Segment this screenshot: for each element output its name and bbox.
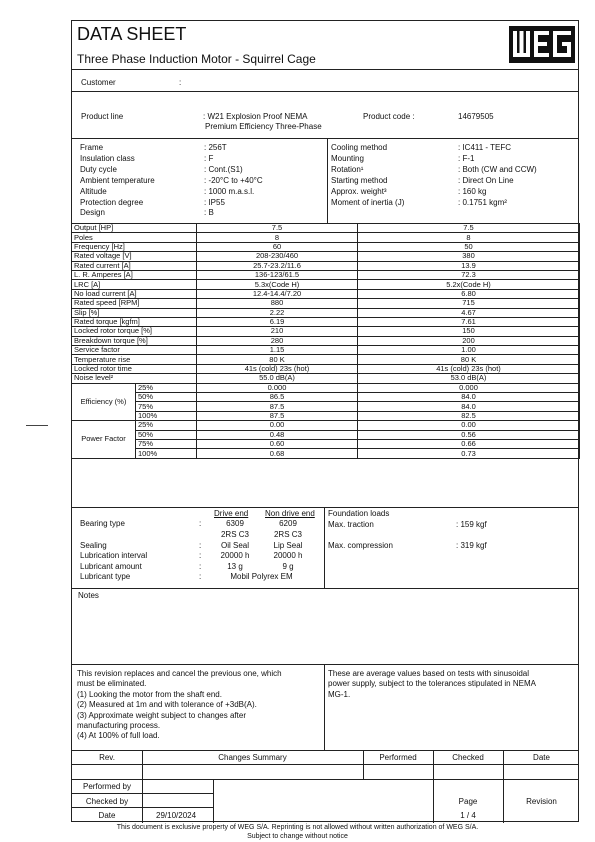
value-50hz: 1.00 bbox=[358, 346, 580, 355]
value-50hz: 80 K bbox=[358, 355, 580, 364]
max-traction-label: Max. traction bbox=[328, 520, 374, 529]
note-line: manufacturing process. bbox=[77, 721, 161, 731]
row-label: Output [HP] bbox=[72, 224, 197, 233]
table-row bbox=[72, 233, 580, 242]
footer-line-1: This document is exclusive property of WEG S/A. Reprinting is not allowed without written authorization of WEG S/A. bbox=[116, 824, 479, 831]
table-row bbox=[72, 364, 580, 373]
row-label: Noise level² bbox=[72, 374, 197, 383]
value-50hz: 0.00 bbox=[358, 421, 580, 430]
performance-table bbox=[71, 223, 580, 459]
value-60hz: 280 bbox=[197, 336, 358, 345]
row-label: Frequency [Hz] bbox=[72, 242, 197, 251]
spec-value: : 1000 m.a.s.l. bbox=[204, 186, 255, 196]
value-50hz: 7.61 bbox=[358, 317, 580, 326]
value-50hz: 53.0 dB(A) bbox=[358, 374, 580, 383]
max-compression-label: Max. compression bbox=[328, 541, 393, 550]
table-row bbox=[72, 439, 580, 448]
performed-by-label: Performed by bbox=[82, 782, 132, 791]
row-label: Rated speed [RPM] bbox=[72, 299, 197, 308]
value-60hz: 87.5 bbox=[197, 411, 358, 420]
sealing-nde: Lip Seal bbox=[273, 541, 303, 550]
table-row bbox=[72, 374, 580, 383]
row-label: Rated torque [kgfm] bbox=[72, 317, 197, 326]
note-line: must be eliminated. bbox=[77, 679, 147, 689]
bearing-de: 6309 bbox=[226, 519, 244, 528]
table-row bbox=[72, 317, 580, 326]
table-row bbox=[72, 402, 580, 411]
note-line: This revision replaces and cancel the previous one, which bbox=[77, 669, 282, 678]
value-60hz: 87.5 bbox=[197, 402, 358, 411]
bearing-nde: 6209 bbox=[279, 519, 297, 528]
value-50hz: 8 bbox=[358, 233, 580, 242]
note-line: power supply, subject to the tolerances stipulated in NEMA bbox=[328, 679, 536, 689]
date-header: Date bbox=[533, 753, 550, 762]
value-60hz: 2.22 bbox=[197, 308, 358, 317]
table-row bbox=[72, 299, 580, 308]
lub-interval-de: 20000 h bbox=[220, 551, 250, 560]
value-50hz: 4.67 bbox=[358, 308, 580, 317]
value-60hz: 6.19 bbox=[197, 317, 358, 326]
note-line: (2) Measured at 1m and with tolerance of +3dB(A). bbox=[77, 700, 257, 710]
bearing-nde-2: 2RS C3 bbox=[273, 530, 302, 539]
load-percent: 100% bbox=[136, 449, 197, 458]
page-value: 1 / 4 bbox=[460, 811, 476, 820]
date-value: 29/10/2024 bbox=[156, 811, 197, 820]
row-label: L. R. Amperes [A] bbox=[72, 270, 197, 279]
spec-label: Mounting bbox=[331, 153, 364, 163]
lub-interval-nde: 20000 h bbox=[273, 551, 303, 560]
value-50hz: 150 bbox=[358, 327, 580, 336]
product-code-value: 14679505 bbox=[458, 112, 494, 121]
table-row bbox=[72, 270, 580, 279]
data-sheet bbox=[71, 20, 579, 822]
load-percent: 50% bbox=[136, 393, 197, 402]
sealing-colon: : bbox=[199, 541, 202, 550]
margin-mark bbox=[26, 425, 48, 426]
bearing-de-2: 2RS C3 bbox=[220, 530, 249, 539]
spec-value: : IP55 bbox=[204, 197, 225, 207]
bearing-colon: : bbox=[199, 519, 202, 528]
revision-note bbox=[77, 669, 282, 742]
load-percent: 75% bbox=[136, 402, 197, 411]
table-row bbox=[72, 327, 580, 336]
lubrication-interval-label: Lubrication interval bbox=[80, 551, 148, 560]
table-row bbox=[72, 393, 580, 402]
sealing-de: Oil Seal bbox=[220, 541, 249, 550]
value-50hz: 41s (cold) 23s (hot) bbox=[358, 364, 580, 373]
spec-value: : F-1 bbox=[458, 153, 475, 163]
value-60hz: 0.68 bbox=[197, 449, 358, 458]
row-label: Breakdown torque [%] bbox=[72, 336, 197, 345]
row-label: Temperature rise bbox=[72, 355, 197, 364]
max-compression-value: : 319 kgf bbox=[456, 541, 487, 550]
value-50hz: 72.3 bbox=[358, 270, 580, 279]
lubricant-type-label: Lubricant type bbox=[80, 572, 131, 581]
lub-interval-colon: : bbox=[199, 551, 202, 560]
row-label: Poles bbox=[72, 233, 197, 242]
value-50hz: 200 bbox=[358, 336, 580, 345]
value-50hz: 0.66 bbox=[358, 439, 580, 448]
tests-note bbox=[328, 669, 536, 700]
note-line: (1) Looking the motor from the shaft end. bbox=[77, 689, 222, 699]
spec-label: Rotation¹ bbox=[331, 164, 364, 174]
load-percent: 50% bbox=[136, 430, 197, 439]
note-line: (3) Approximate weight subject to changes after bbox=[77, 710, 246, 720]
table-row bbox=[72, 421, 580, 430]
lubricant-amount-label: Lubricant amount bbox=[80, 562, 142, 571]
row-label: Locked rotor time bbox=[72, 364, 197, 373]
lub-type-colon: : bbox=[199, 572, 202, 581]
value-50hz: 0.56 bbox=[358, 430, 580, 439]
customer-colon: : bbox=[179, 78, 182, 87]
table-row bbox=[72, 336, 580, 345]
spec-value: : 160 kg bbox=[458, 186, 487, 196]
spec-value: : -20°C to +40°C bbox=[204, 175, 263, 185]
value-60hz: 7.5 bbox=[197, 224, 358, 233]
spec-label: Design bbox=[80, 208, 105, 218]
row-label: No load current [A] bbox=[72, 289, 197, 298]
value-60hz: 0.00 bbox=[197, 421, 358, 430]
note-line: These are average values based on tests with sinusoidal bbox=[328, 669, 530, 678]
rev-header: Rev. bbox=[99, 753, 115, 762]
value-60hz: 25.7-23.2/11.6 bbox=[197, 261, 358, 270]
value-60hz: 5.3x(Code H) bbox=[197, 280, 358, 289]
customer-label: Customer bbox=[81, 78, 116, 87]
power-factor-label: Power Factor bbox=[72, 421, 136, 459]
lub-amount-de: 13 g bbox=[227, 562, 243, 571]
value-60hz: 1.15 bbox=[197, 346, 358, 355]
lub-amount-colon: : bbox=[199, 562, 202, 571]
spec-label: Cooling method bbox=[331, 143, 388, 152]
table-row bbox=[72, 289, 580, 298]
spec-label: Protection degree bbox=[80, 197, 144, 207]
revision-label: Revision bbox=[526, 797, 557, 806]
value-60hz: 60 bbox=[197, 242, 358, 251]
spec-value: : 256T bbox=[204, 143, 227, 152]
value-60hz: 55.0 dB(A) bbox=[197, 374, 358, 383]
value-60hz: 880 bbox=[197, 299, 358, 308]
weg-logo bbox=[509, 26, 575, 63]
product-line-value: : W21 Explosion Proof NEMA bbox=[203, 112, 308, 121]
table-row bbox=[72, 224, 580, 233]
note-line: MG-1. bbox=[328, 689, 351, 699]
product-code-label: Product code : bbox=[363, 112, 415, 121]
table-row bbox=[72, 411, 580, 420]
load-percent: 25% bbox=[136, 421, 197, 430]
value-60hz: 0.000 bbox=[197, 383, 358, 392]
value-50hz: 84.0 bbox=[358, 402, 580, 411]
table-row bbox=[72, 308, 580, 317]
value-60hz: 41s (cold) 23s (hot) bbox=[197, 364, 358, 373]
value-60hz: 0.60 bbox=[197, 439, 358, 448]
row-label: Rated voltage [V] bbox=[72, 252, 197, 261]
load-percent: 100% bbox=[136, 411, 197, 420]
value-50hz: 50 bbox=[358, 242, 580, 251]
spec-value: : Both (CW and CCW) bbox=[458, 164, 537, 174]
product-line-label: Product line bbox=[81, 112, 124, 121]
load-percent: 25% bbox=[136, 383, 197, 392]
value-60hz: 136-123/61.5 bbox=[197, 270, 358, 279]
value-50hz: 5.2x(Code H) bbox=[358, 280, 580, 289]
date-label: Date bbox=[98, 811, 116, 820]
value-50hz: 7.5 bbox=[358, 224, 580, 233]
footer-line-2: Subject to change without notice bbox=[247, 833, 348, 840]
value-50hz: 380 bbox=[358, 252, 580, 261]
bearing-type-label: Bearing type bbox=[80, 519, 125, 528]
value-60hz: 86.5 bbox=[197, 393, 358, 402]
drive-end-header: Drive end bbox=[214, 509, 249, 518]
spec-label: Altitude bbox=[80, 186, 107, 196]
table-row bbox=[72, 430, 580, 439]
value-60hz: 210 bbox=[197, 327, 358, 336]
value-60hz: 8 bbox=[197, 233, 358, 242]
table-row bbox=[72, 346, 580, 355]
spec-value: : B bbox=[204, 208, 214, 218]
value-50hz: 6.80 bbox=[358, 289, 580, 298]
value-60hz: 80 K bbox=[197, 355, 358, 364]
performed-header: Performed bbox=[379, 753, 417, 762]
spec-label: Ambient temperature bbox=[80, 175, 155, 185]
table-row bbox=[72, 280, 580, 289]
row-label: LRC [A] bbox=[72, 280, 197, 289]
spec-label: Frame bbox=[80, 143, 104, 152]
value-60hz: 0.48 bbox=[197, 430, 358, 439]
changes-summary-header: Changes Summary bbox=[218, 753, 287, 762]
spec-value: : IC411 - TEFC bbox=[458, 143, 512, 152]
table-row bbox=[72, 261, 580, 270]
foundation-loads-title: Foundation loads bbox=[328, 509, 390, 518]
table-row bbox=[72, 252, 580, 261]
note-line: (4) At 100% of full load. bbox=[77, 731, 160, 741]
table-row bbox=[72, 242, 580, 251]
load-percent: 75% bbox=[136, 439, 197, 448]
lubricant-type-value: Mobil Polyrex EM bbox=[230, 572, 293, 581]
value-50hz: 0.73 bbox=[358, 449, 580, 458]
checked-header: Checked bbox=[452, 753, 484, 762]
value-50hz: 82.5 bbox=[358, 411, 580, 420]
spec-label: Duty cycle bbox=[80, 164, 117, 174]
spec-value: : F bbox=[204, 153, 214, 163]
efficiency-label: Efficiency (%) bbox=[72, 383, 136, 421]
row-label: Rated current [A] bbox=[72, 261, 197, 270]
row-label: Locked rotor torque [%] bbox=[72, 327, 197, 336]
spec-label: Insulation class bbox=[80, 153, 135, 163]
checked-by-label: Checked by bbox=[85, 797, 129, 806]
non-drive-end-header: Non drive end bbox=[265, 509, 315, 518]
page-label: Page bbox=[458, 797, 478, 806]
product-line-value-2: Premium Efficiency Three-Phase bbox=[205, 122, 322, 131]
value-60hz: 12.4-14.4/7.20 bbox=[197, 289, 358, 298]
table-row bbox=[72, 449, 580, 458]
table-row bbox=[72, 355, 580, 364]
value-50hz: 13.9 bbox=[358, 261, 580, 270]
row-label: Slip [%] bbox=[72, 308, 197, 317]
value-50hz: 0.000 bbox=[358, 383, 580, 392]
notes-title: Notes bbox=[78, 591, 99, 600]
value-50hz: 715 bbox=[358, 299, 580, 308]
sealing-label: Sealing bbox=[80, 541, 107, 550]
spec-label: Starting method bbox=[331, 175, 388, 185]
value-60hz: 208-230/460 bbox=[197, 252, 358, 261]
spec-value: : Direct On Line bbox=[458, 175, 514, 185]
row-label: Service factor bbox=[72, 346, 197, 355]
max-traction-value: : 159 kgf bbox=[456, 520, 487, 529]
spec-label: Approx. weight³ bbox=[331, 186, 387, 196]
spec-value: : 0.1751 kgm² bbox=[458, 197, 507, 207]
value-50hz: 84.0 bbox=[358, 393, 580, 402]
spec-label: Moment of inertia (J) bbox=[331, 197, 405, 207]
page-title: DATA SHEET bbox=[77, 24, 187, 44]
lub-amount-nde: 9 g bbox=[282, 562, 294, 571]
table-row bbox=[72, 383, 580, 392]
spec-value: : Cont.(S1) bbox=[204, 164, 243, 174]
page-subtitle: Three Phase Induction Motor - Squirrel Cage bbox=[77, 52, 316, 66]
